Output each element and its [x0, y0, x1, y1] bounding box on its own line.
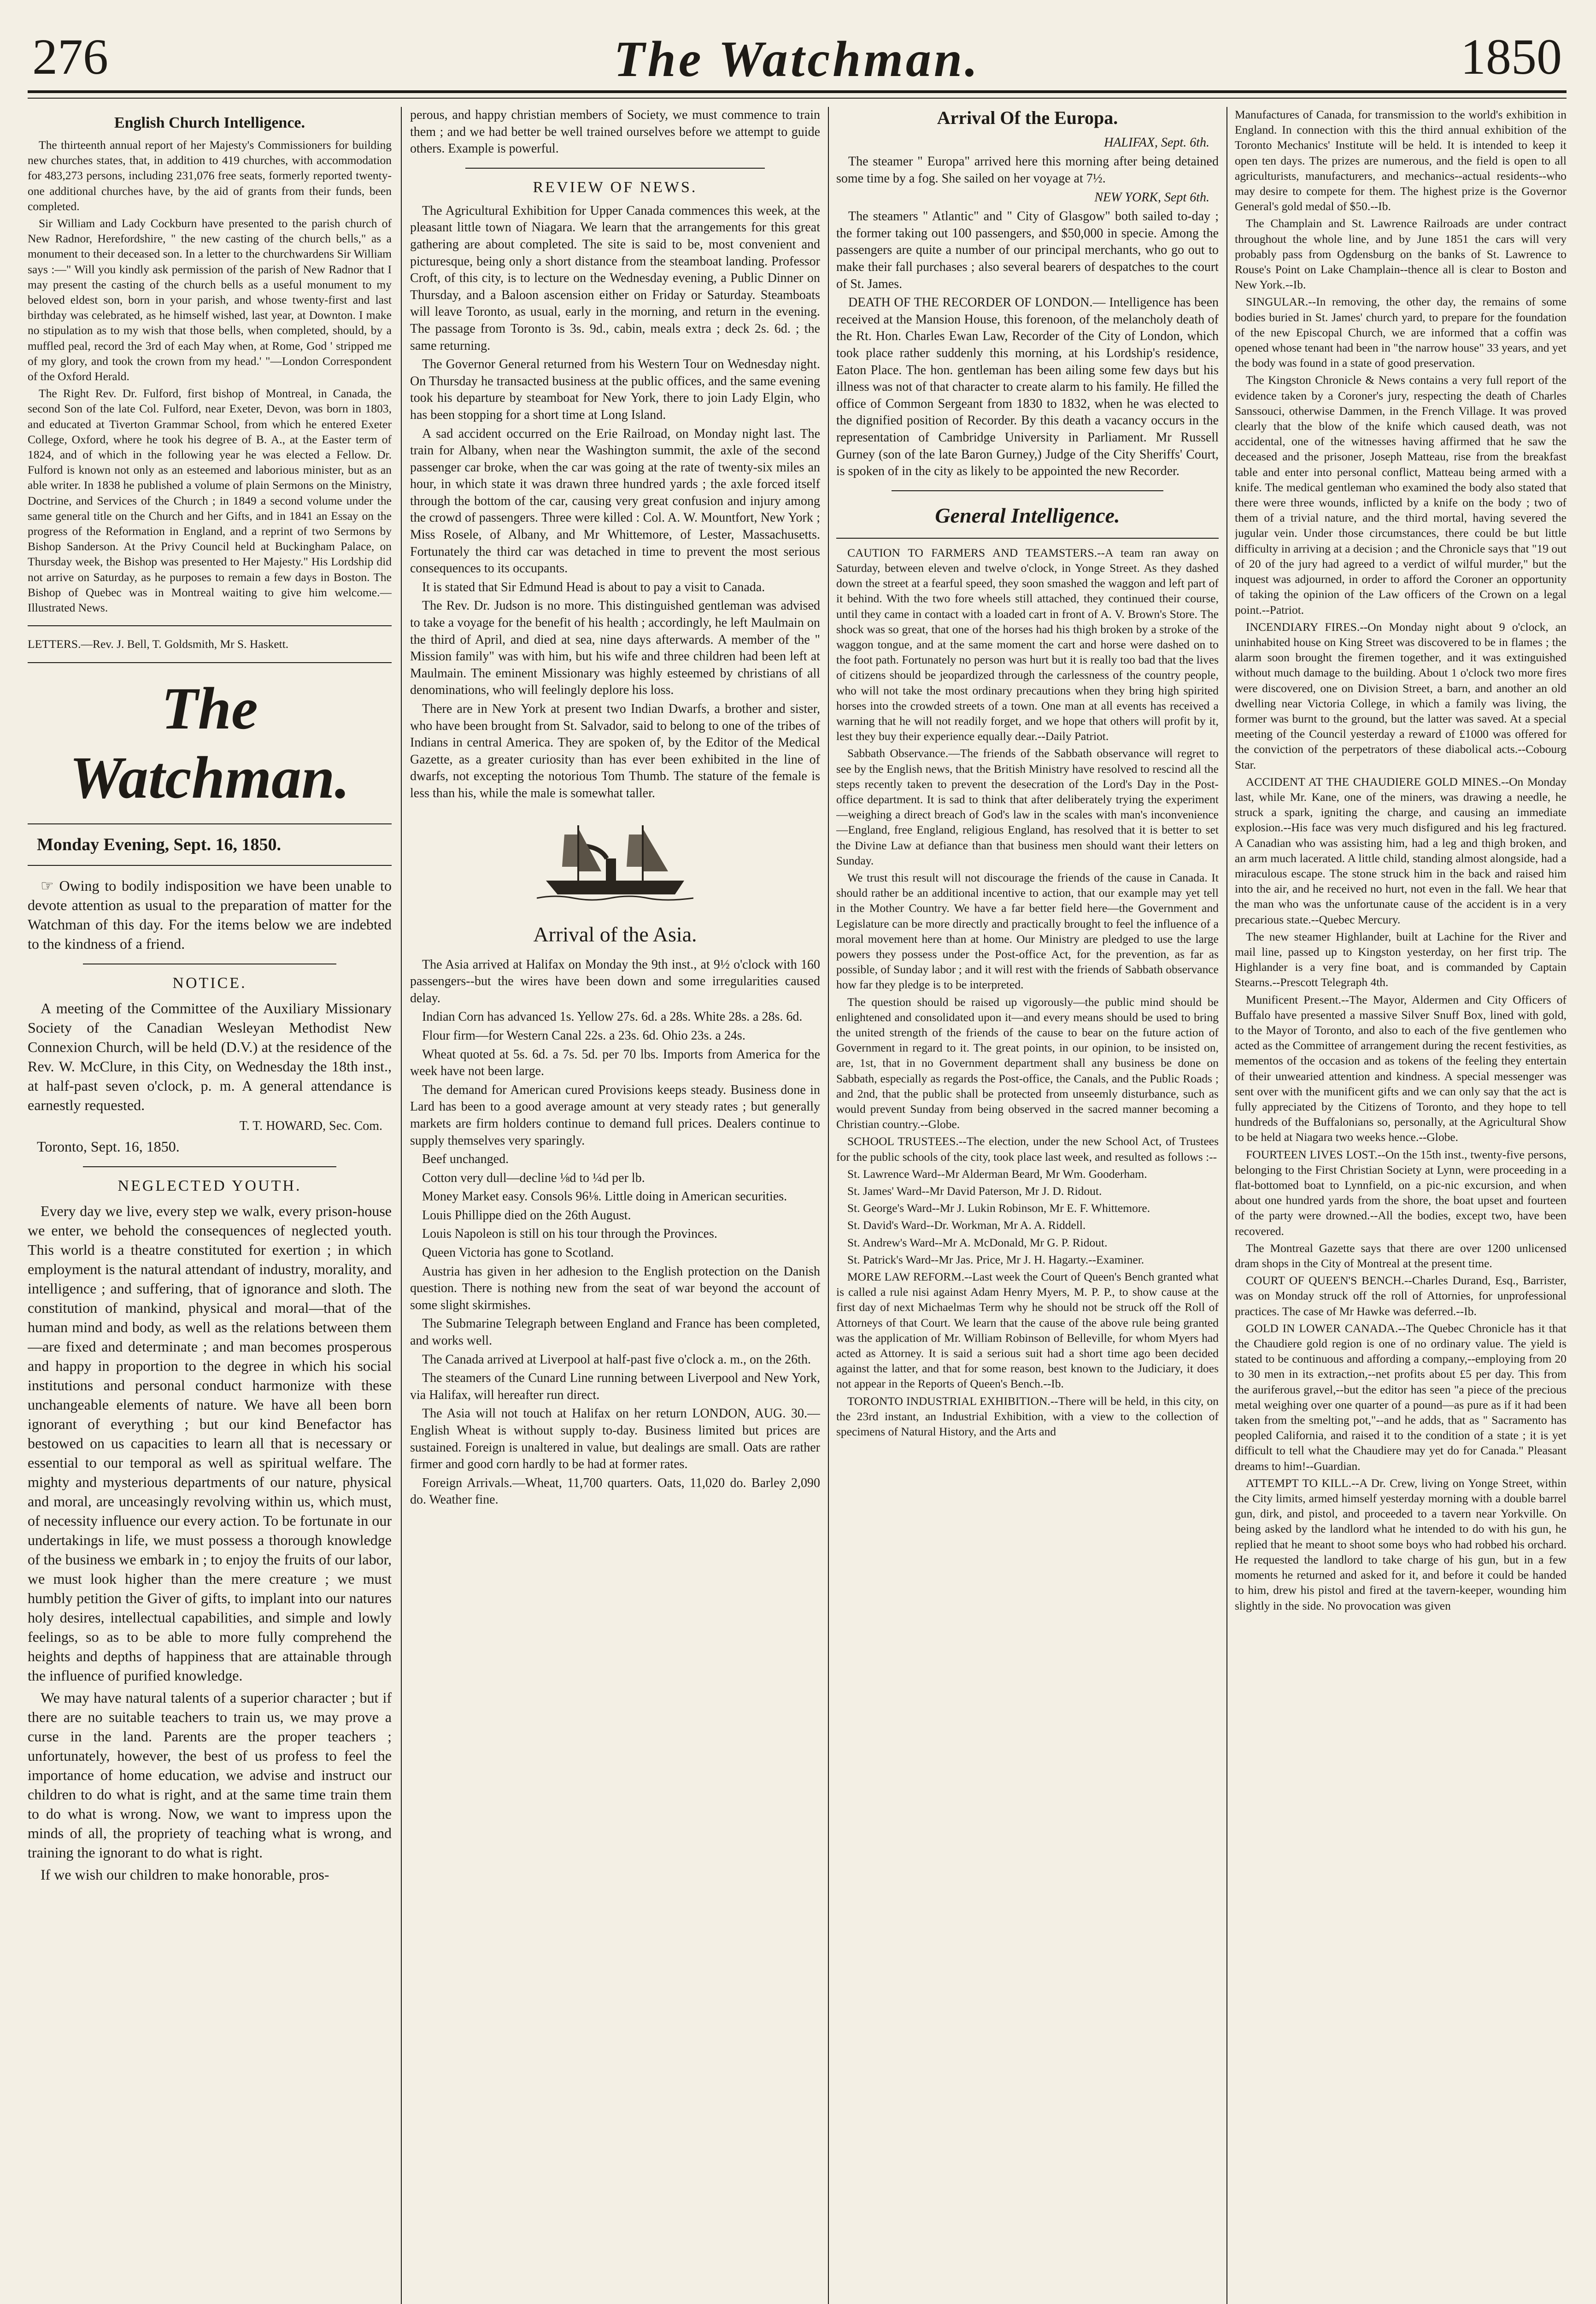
heading-arrival-asia: Arrival of the Asia.: [533, 922, 697, 946]
ward-result: St. George's Ward--Mr J. Lukin Robinson, Mr E. F. Whittemore.: [847, 1201, 1150, 1215]
column-2: [410, 107, 820, 2304]
newspaper-title: The Watchman.: [614, 31, 980, 87]
article-paragraph: FOURTEEN LIVES LOST.--On the 15th inst., twenty-five persons, belonging to the First Christian Society at Lynn, were proceeding in a flat-bottomed boat to Lynnfield, on a pic-nic excursion, and when about one hundred yards from the shore, the boat upset and fourteen of the party were drowned.--All the bodies, except two, have been recovered.: [1235, 1147, 1567, 1238]
article-paragraph: The thirteenth annual report of her Majesty's Commissioners for building new churches states, that, in addition to 419 churches, with accommodation for 483,273 persons, including 231,076 free seats, formerly reported twenty-one additional churches have, by the aid of grants from their funds, been completed.: [28, 138, 392, 213]
article-paragraph: We may have natural talents of a superior character ; but if there are no suitable teachers to train us, we may prove a curse in the land. Parents are the proper teachers ; unfortunately, however, the best of us profess to feel the importance of home education, we advise and instruct our children to do what is right, and at the same time train them to do what is wrong. Now, we want to impress upon the minds of all, the propriety of teaching what is wrong, and training the ignorant to do what is right.: [28, 1689, 392, 1861]
ward-result: St. Lawrence Ward--Mr Alderman Beard, Mr Wm. Gooderham.: [847, 1167, 1147, 1181]
article-paragraph: Foreign Arrivals.—Wheat, 11,700 quarters. Oats, 11,020 do. Barley 2,090 do. Weather fine.: [410, 1475, 820, 1507]
article-paragraph: The Asia arrived at Halifax on Monday the 9th inst., at 9½ o'clock with 160 passengers--but the wires have been down and some irregularities caused delay.: [410, 957, 820, 1005]
heading-arrival-europa: Arrival Of the Europa.: [937, 107, 1118, 128]
article-paragraph: The Kingston Chronicle & News contains a very full report of the evidence taken by a Coroner's jury, respecting the death of Charles Sanssouci, otherwise Dammen, in the French Village. It was proved clearly that the blow of the knife which caused death, was not accidental, one of the witnesses having affirmed that he saw the deceased and the prisoner, Joseph Matteau, rise from the breakfast table and enter into personal conflict, Matteau being armed with a knife. The medical gentleman who examined the body also stated that there were three wounds, inflicted by a knife on the body ; two of them of a trivial nature, and the third mortal, having severed the jugular vein. Under those circumstances, there could be but little difficulty in arriving at a decision ; and the Chronicle says that "19 out of 20 of the jury had agreed to a verdict of wilful murder," but the inquest was adjourned, in order to afford the Coroner an opportunity of taking the opinion of the Law officers of the Crown on a legal point.--Patriot.: [1235, 373, 1567, 617]
article-paragraph: The steamer " Europa" arrived here this morning after being detained some time by a fog. She sailed on her voyage at 7½.: [836, 154, 1219, 186]
article-paragraph: Indian Corn has advanced 1s. Yellow 27s. 6d. a 28s. White 28s. a 28s. 6d.: [422, 1010, 803, 1024]
divider: [836, 538, 1219, 539]
article-paragraph: Louis Phillippe died on the 26th August.: [422, 1208, 631, 1223]
article-paragraph: Wheat quoted at 5s. 6d. a 7s. 5d. per 70 lbs. Imports from America for the week have not been large.: [410, 1047, 820, 1079]
divider: [28, 865, 392, 866]
article-paragraph: SINGULAR.--In removing, the other day, the remains of some bodies buried in St. James' church yard, to prepare for the foundation of the new Episcopal Church, we are informed that a coffin was opened whose tenant had been in "the narrow house" 33 years, and yet the body was found in a state of good preservation.: [1235, 295, 1567, 370]
heading-general-intelligence: General Intelligence.: [935, 503, 1120, 527]
dateline: NEW YORK, Sept 6th.: [1094, 190, 1209, 205]
year: 1850: [1461, 29, 1562, 85]
dateline: HALIFAX, Sept. 6th.: [1104, 135, 1209, 150]
page-header: [28, 18, 1567, 88]
column-divider: [401, 107, 402, 2304]
divider: [28, 625, 392, 626]
column-1: [28, 107, 392, 2304]
article-paragraph: The Submarine Telegraph between England and France has been completed, and works well.: [410, 1317, 820, 1348]
column-divider: [1226, 107, 1227, 2304]
heading-church-intelligence: English Church Intelligence.: [114, 114, 305, 131]
editor-note: ☞ Owing to bodily indisposition we have been unable to devote attention as usual to the preparation of matter for the Watchman of this day. For the items below we are indebted to the kindness of a friend.: [28, 877, 392, 952]
article-paragraph: The Champlain and St. Lawrence Railroads are under contract throughout the whole line, and by June 1851 the cars will very probably pass from Ogdensburg on the banks of St. Lawrence to Rouse's Point on Lake Champlain--thence all is clear to Boston and New York.--Ib.: [1235, 217, 1567, 292]
heading-notice: NOTICE.: [172, 974, 247, 992]
article-paragraph: ATTEMPT TO KILL.--A Dr. Crew, living on Yonge Street, within the City limits, armed himself yesterday morning with a double barrel gun, dirk, and pistol, and proceeded to a tavern near Yorkville. On being asked by the landlord what he intended to do with his gun, he replied that he meant to shoot some boys who had robbed his orchard. He requested the landlord to take charge of his gun, but in a few moments he returned and asked for it, and before it could be handed to him, drew his pistol and fired at the tavern-keeper, wounding him slightly in the side. No provocation was given: [1235, 1476, 1567, 1612]
article-paragraph: A sad accident occurred on the Erie Railroad, on Monday night last. The train for Albany, when near the Washington summit, the axle of the second passenger car broke, when the car was going at the rate of twenty-six miles an hour, in which state it was drawn three hundred yards ; the axle forced itself through the bottom of the car, causing very great confusion and injury among the crowd of passengers. Three were killed : Col. A. W. Mountfort, New York ; Miss Rosele, of Albany, and Mr Whittemore, of Lester, Massachusetts. Fortunately the third car was detached in time to prevent the most serious consequences to its occupants.: [410, 426, 820, 576]
article-paragraph: The steamers " Atlantic" and " City of Glasgow" both sailed to-day ; the former taking out 100 passengers, and $50,000 in specie. Among the passengers are quite a number of our principal merchants, who go out to make their fall purchases ; also several bearers of despatches to the court of St. James.: [836, 209, 1219, 291]
article-paragraph: Cotton very dull—decline ⅛d to ¼d per lb.: [422, 1170, 645, 1185]
ward-result: St. David's Ward--Dr. Workman, Mr A. A. Riddell.: [847, 1218, 1086, 1232]
article-paragraph: Sabbath Observance.—The friends of the Sabbath observance will regret to see by the English news, that the British Ministry have resolved to rescind all the steps recently taken to prevent the desecration of the Lord's Day in the Post-office department. It is sad to think that after deliberately trying the experiment—weighing a direct breach of God's law in the scales with man's inconvenience—England, free England, religious England, has resolved that it is better to set the Divine Law at defiance than that business men should want their letters on Sunday.: [836, 746, 1219, 867]
article-paragraph: CAUTION TO FARMERS AND TEAMSTERS.--A team ran away on Saturday, between eleven and twelve o'clock, in Yonge Street. As they dashed down the street at a fearful speed, they soon smashed the waggon and left part of it behind. With the two fore wheels still attached, they continued their course, until they came in contact with a loaded cart in front of A. V. Brown's Store. The shock was so great, that one of the horses had his thigh broken by a stroke of the waggon tongue, and at the same moment the cart and horse were dashed on to the foot path. Fortunately no person was hurt but it is really too bad that the lives of citizens should be jeopardized through the carlessness of the country people, who will not take the most ordinary precautions when they bring high spirited horses into the crowded streets of a town. One man at all events has received a warning that he will not readily forget, and we hope that others will profit by it, lest they buy their experience equally dear.--Daily Patriot.: [836, 546, 1219, 743]
divider: [892, 490, 1163, 491]
article-paragraph: Austria has given in her adhesion to the English protection on the Danish question. There is nothing new from the seat of war beyond the account of some slight skirmishes.: [410, 1264, 820, 1312]
article-paragraph: The demand for American cured Provisions keeps steady. Business done in Lard has been to a good average amount at very steady rates ; but generally markets are firm holders continue to demand full prices. Dealers continue to supply themselves very sparingly.: [410, 1082, 820, 1148]
article-paragraph: Money Market easy. Consols 96⅛. Little doing in American securities.: [422, 1189, 787, 1204]
article-paragraph: TORONTO INDUSTRIAL EXHIBITION.--There will be held, in this city, on the 23rd instant, an Industrial Exhibition, with a view to the collection of specimens of Natural History, and the Arts and: [836, 1394, 1219, 1439]
article-paragraph: The Canada arrived at Liverpool at half-past five o'clock a. m., on the 26th.: [422, 1352, 811, 1367]
divider: [83, 1166, 336, 1167]
header-rule: [28, 90, 1567, 93]
steamship-illustration: [410, 816, 820, 908]
heading-review-of-news: REVIEW OF NEWS.: [533, 178, 698, 196]
article-paragraph: The Governor General returned from his Western Tour on Wednesday night. On Thursday he transacted business at the public offices, and the same evening took his departure by steamboat for New York, there to join Lady Elgin, who has been stopping for a short time at Long Island.: [410, 357, 820, 422]
divider: [28, 823, 392, 824]
article-paragraph: GOLD IN LOWER CANADA.--The Quebec Chronicle has it that the Chaudiere gold region is one of no ordinary value. The yield is stated to be continuous and affording a company,--employing from 20 to 30 men in its extraction,--net profits about £5 per day. This from the auriferous gravel,--but the editor has seen "a piece of the precious metal weighing over one quarter of a pound—as pure as if it had been taken from the smelting pot,"--and he adds, that as " Sacramento has peopled California, and raised it to the condition of a state ; it is yet difficult to tell what the Chaudiere may yet do for Canada." Pleasant dreams to him!--Guardian.: [1235, 1321, 1567, 1473]
masthead-title: The Watchman.: [70, 675, 350, 811]
article-paragraph: Flour firm—for Western Canal 22s. a 23s. 6d. Ohio 23s. a 24s.: [422, 1028, 745, 1043]
article-paragraph: ACCIDENT AT THE CHAUDIERE GOLD MINES.--On Monday last, while Mr. Kane, one of the miners, was drawing a needle, he struck a spark, igniting the charge, and causing an immediate explosion.--His face was very much disfigured and his leg fractured. A Canadian who was assisting him, had a leg and thigh broken, and an arm much lacerated. A little child, standing almost alongside, had a miraculous escape. The stone struck him in the back and raised him into the air, and he received no hurt, not even in the fall. We hear that the man who was the unfortunate cause of the accident is in a very precarious state.--Quebec Mercury.: [1235, 775, 1567, 926]
article-paragraph: DEATH OF THE RECORDER OF LONDON.— Intelligence has been received at the Mansion House, this forenoon, of the melancholy death of the Rt. Hon. Charles Ewan Law, Recorder of the City of London, which took place rather suddenly this morning, at his Lordship's residence, Eaton Place. The hon. gentleman has been ailing some few days but his illness was not of that character to create alarm to his family. He filled the office of Common Sergeant from 1830 to 1832, when he was elected to the dignified position of Recorder. By this death a vacancy occurs in the representation of Cambridge University in Parliament. Mr Russell Gurney (son of the late Baron Gurney,) Judge of the City Sheriffs' Court, is spoken of in the city as likely to be appointed the new Recorder.: [836, 295, 1219, 479]
edition-dateline: Monday Evening, Sept. 16, 1850.: [37, 835, 281, 854]
article-paragraph: There are in New York at present two Indian Dwarfs, a brother and sister, who have been brought from St. Salvador, said to belong to one of the tribes of Indians in central America. They are spoken of, by the Editor of the Medical Gazette, as a greater curiosity than has ever been exhibited in the line of dwarfs, not excepting the notorious Tom Thumb. The stature of the female is less than his, while the male is somewhat taller.: [410, 702, 820, 800]
ward-result: St. Andrew's Ward--Mr A. McDonald, Mr G. P. Ridout.: [847, 1235, 1108, 1249]
article-paragraph: The question should be raised up vigorously—the public mind should be enlightened and consolidated upon it—and every means should be used to bring the united strength of the friends of the cause to bear on the future action of Government in regard to it. The great points, in our opinion, to be insisted on, are, 1st, that in no Government department shall any business be done on Sabbath, especially as regards the Post-office, the Canals, and the Public Roads ; and 2nd, that the public shall be protected from unseemly disturbance, such as would prevent Sunday from being observed in the sacred manner becoming a Christian country.--Globe.: [836, 995, 1219, 1131]
article-paragraph: The new steamer Highlander, built at Lachine for the River and mail line, passed up to Kingston yesterday, on her first trip. The Highlander is a very fine boat, and is commanded by Captain Stearns.--Prescott Telegraph 4th.: [1235, 929, 1567, 989]
article-paragraph: Beef unchanged.: [422, 1152, 509, 1167]
article-paragraph: INCENDIARY FIRES.--On Monday night about 9 o'clock, an uninhabited house on King Street was discovered to be in flames ; the alarm soon brought the firemen together, and it was extinguished without much damage to the building. About 1 o'clock two more fires were discovered, one on Division Street, a barn, and another an old dwelling near Victoria College, in which a family was living, the former was burnt to the ground, but the latter was saved. At a special meeting of the Council yesterday a reward of £1000 was offered for the conviction of the perpetrators of these diabolical acts.--Cobourg Star.: [1235, 620, 1567, 771]
column-divider: [828, 107, 829, 2304]
heading-neglected-youth: NEGLECTED YOUTH.: [117, 1177, 302, 1194]
header-rule-thin: [28, 98, 1567, 99]
page-number: 276: [32, 29, 108, 85]
article-paragraph: It is stated that Sir Edmund Head is about to pay a visit to Canada.: [422, 580, 765, 594]
column-4: [1235, 107, 1567, 2304]
article-paragraph: If we wish our children to make honorable, pros-: [41, 1866, 329, 1883]
article-paragraph: Manufactures of Canada, for transmission to the world's exhibition in England. In connection with this the third annual exhibition of the Toronto Mechanics' Institute will be held. It is intended to keep it open ten days. The prizes are numerous, and the field is open to all agriculturists, manufacturers, and mechanics--actual residents--who may desire to compete for them. The highest prize is the Governor General's gold medal of $50.--Ib.: [1235, 108, 1567, 213]
divider: [465, 168, 765, 169]
divider: [28, 662, 392, 663]
article-paragraph: The Asia will not touch at Halifax on her return LONDON, AUG. 30.—English Wheat is without supply to-day. Business limited but prices are sustained. Foreign is unaltered in value, but dealings are small. Oats are rather firmer and good corn hardly to be had at former rates.: [410, 1406, 820, 1472]
article-paragraph: Louis Napoleon is still on his tour through the Provinces.: [422, 1227, 717, 1241]
notice-text: A meeting of the Committee of the Auxiliary Missionary Society of the Canadian Wesleyan Methodist New Connexion Church, will be held (D.V.) at the residence of the Rev. W. McClure, in this City, on Wednesday the 18th inst., at half-past seven o'clock, p. m. A general attendance is earnestly requested.: [28, 999, 392, 1113]
article-paragraph: Sir William and Lady Cockburn have presented to the parish church of New Radnor, Herefordshire, " the new casting of the church bells," as a monument to their deceased son. In a letter to the churchwardens Sir William says :—" Will you kindly ask permission of the parish of New Radnor that I may present the casting of the church bells as a useful monument to my beloved eldest son, born in your parish, and whose twenty-first and last birthday was celebrated, as he himself wished, last year, at Downton. I make no stipulation as to my wish that those bells, when completed, should, by a muffled peal, record the 3rd of each May when, at Rome, God ' stripped me of my glory, and took the crown from my head.' "—London Correspondent of the Oxford Herald.: [28, 217, 392, 383]
article-paragraph: COURT OF QUEEN'S BENCH.--Charles Durand, Esq., Barrister, was on Monday struck off the roll of Attornies, for unprofessional practices. The case of Mr Hawke was deferred.--Ib.: [1235, 1274, 1567, 1318]
article-paragraph: The Right Rev. Dr. Fulford, first bishop of Montreal, in Canada, the second Son of the late Col. Fulford, near Exeter, Devon, was born in 1803, and educated at Tiverton Grammar School, from which he entered Exeter College, Oxford, where he took his degree of B. A., at the Easter term of 1824, and of which in the following year he was elected a Fellow. Dr. Fulford is known not only as an esteemed and laborious minister, but as an able writer. In 1838 he published a volume of plain Sermons on the Ministry, Doctrine, and Services of the Church ; in 1849 a second volume under the same general title on the Church and her Gifts, and in 1841 an Essay on the progress of the Reformation in England, and a reprint of two Sermons by Bishop Sanderson. At the Privy Council held at Buckingham Palace, on Thursday week, the Bishop was presented to Her Majesty." His Lordship did not arrive on Saturday, as he purposes to remain a few days in Boston. The Bishop of Quebec was in Montreal waiting to give him welcome.—Illustrated News.: [28, 387, 392, 615]
notice-date: Toronto, Sept. 16, 1850.: [37, 1138, 180, 1155]
ward-result: St. James' Ward--Mr David Paterson, Mr J. D. Ridout.: [847, 1184, 1102, 1198]
article-paragraph: We trust this result will not discourage the friends of the cause in Canada. It should rather be an additional incentive to action, that our example may yet tell in the Mother Country. We have a far better field here—the Government and Legislature can be more directly and practically brought to feel the influence of a moral movement here than at home. Our Ministry are pledged to use the large powers they possess under the Post-office Act, for the prevention, as far as possible, of Sunday labor ; and it will rest with the friends of Sabbath observance how far they pledge is to be interpreted.: [836, 870, 1219, 992]
article-paragraph: SCHOOL TRUSTEES.--The election, under the new School Act, of Trustees for the public schools of the city, took place last week, and resulted as follows :--: [836, 1134, 1219, 1164]
article-paragraph: MORE LAW REFORM.--Last week the Court of Queen's Bench granted what is called a rule nisi against Adam Henry Myers, M. P. P., to show cause at the first day of next Michaelmas Term why he should not be struck off the Roll of Attorneys of that Court. We learn that the cause of the above rule being granted was the application of Mr. William Robinson of Belleville, for whom Myers had acted as Attorney. It is said a serious suit had a short time ago been decided against the latter, and that for some reason, best known to the Judiciary, it does not appear in the Reports of Queen's Bench.--Ib.: [836, 1270, 1219, 1391]
article-paragraph: The Rev. Dr. Judson is no more. This distinguished gentleman was advised to take a voyage for the benefit of his health ; accordingly, he left Maulmain on the third of April, and died at sea, nine days afterwards. A member of the " Mission family" was with him, but his wife and three children had been left at Maulmain. The eminent Missionary was highly esteemed by christians of all denominations, who will feelingly deplore his loss.: [410, 599, 820, 698]
ward-result: St. Patrick's Ward--Mr Jas. Price, Mr J. H. Hagarty.--Examiner.: [847, 1252, 1144, 1266]
article-paragraph: Every day we live, every step we walk, every prison-house we enter, we behold the consequences of neglected youth. This world is a theatre constituted for exertion ; in which employment is the natural attendant of industry, morality, and intelligence ; and suffering, that of ignorance and sloth. The constitution of mankind, physical and moral—that of the human mind and body, as well as the relations between them—are fixed and determinate ; and man becomes prosperous and happy in proportion to the degree in which his social institutions and personal conduct harmonize with these unchangeable elements of nature. We have all been born ignorant of everything ; but our kind Benefactor has bestowed on us capacities to learn all that is necessary or essential to our temporal as well as spiritual welfare. The mighty and mysterious departments of our nature, physical and moral, are unceasingly revolving within us, which must, of necessity influence our every action. To be fortunate in our undertakings in life, we must possess a thorough knowledge of the business we embark in ; to enjoy the fruits of our labor, we must look higher than the mere creature ; we must humbly petition the Giver of gifts, to implant into our natures holy desires, intellectual capabilities, and simple and lowly feelings, so as to be able to more fully comprehend the heights and depths of happiness that are attainable through the influence of purified knowledge.: [28, 1202, 392, 1684]
notice-signature: T. T. HOWARD, Sec. Com.: [239, 1118, 382, 1133]
letters-line: LETTERS.—Rev. J. Bell, T. Goldsmith, Mr S. Haskett.: [28, 637, 289, 651]
article-paragraph: The Agricultural Exhibition for Upper Canada commences this week, at the pleasant little town of Niagara. We learn that the arrangements for this great gathering are about completed. The site is said to be, most convenient and picturesque, being only a short distance from the steamboat landing. Professor Croft, of this city, is to lecture on the Wednesday evening, a Public Dinner on Thursday, and a Baloon ascension either on Friday or Saturday. Steamboats will leave Toronto, as usual, early in the morning, and return in the evening. The passage from Toronto is 3s. 9d., cabin, meals extra ; deck 2s. 6d. ; the same returning.: [410, 203, 820, 353]
article-paragraph: Munificent Present.--The Mayor, Aldermen and City Officers of Buffalo have presented a massive Silver Snuff Box, lined with gold, to the Mayor of Toronto, and also to each of the five gentlemen who acted as the Committee of arrangement during the recent festivities, as mementos of the occasion and as tokens of the feeling they entertain of their unwearied attention and kindness. A special messenger was sent over with the munificent gifts and we can only say that the act is fully appreciated by the Citizens of Toronto, and they hope to tell hundreds of the Buffalonians so, personally, at the Agricultural Show to be held at Niagara two weeks hence.--Globe.: [1235, 993, 1567, 1144]
article-paragraph: The Montreal Gazette says that there are over 1200 unlicensed dram shops in the City of Montreal at the present time.: [1235, 1241, 1567, 1270]
article-paragraph: perous, and happy christian members of Society, we must commence to train them ; and we had better be well trained ourselves before we attempt to guide others. Example is powerful.: [410, 108, 820, 156]
article-paragraph: Queen Victoria has gone to Scotland.: [422, 1246, 614, 1260]
column-3: [836, 107, 1219, 2304]
article-paragraph: The steamers of the Cunard Line running between Liverpool and New York, via Halifax, will hereafter run direct.: [410, 1371, 820, 1402]
